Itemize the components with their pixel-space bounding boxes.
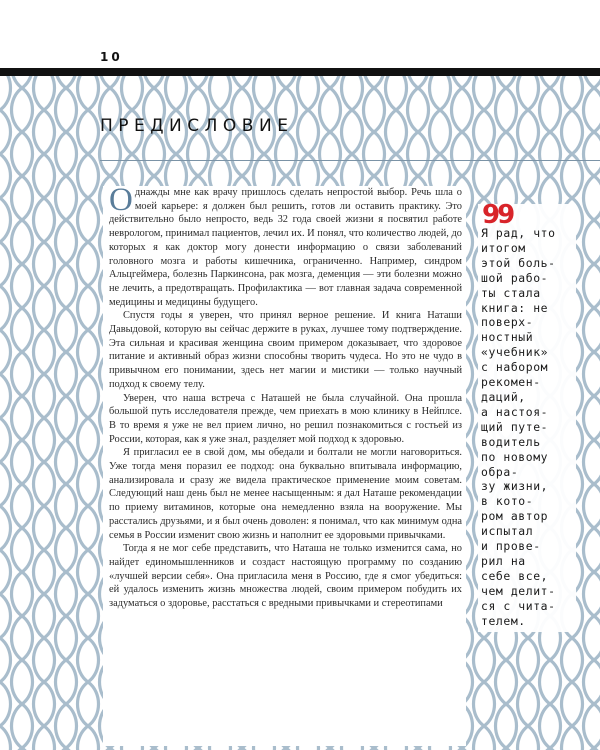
body-text xyxy=(103,182,466,746)
chapter-title: ПРЕДИСЛОВИЕ xyxy=(100,116,294,136)
pull-quote xyxy=(478,200,576,632)
drop-cap: О xyxy=(109,182,133,218)
page-header-area xyxy=(0,0,600,68)
paragraph: Тогда я не мог себе представить, что Наташа не только изменится сама, но найдет единомышленников и создаст настоящую программу по созданию «лучшей версии себя». Она пригласила меня в Россию, где я смог убедиться: ей удалось изменить жизнь множества людей, своим примером побудить их задуматься о здоровье, расстаться с вредными привычками и стереотипами xyxy=(109,543,462,610)
page-number: 10 xyxy=(100,50,123,64)
quote-mark-icon: 99 xyxy=(482,200,513,230)
paragraph: Спустя годы я уверен, что принял верное решение. И книга Наташи Давыдовой, которую вы сейчас держите в руках, лучшее тому подтверждение. Эта сильная и красивая женщина своим примером доказывает, что здоровое питание и активный образ жизни способны творить чудеса. Но это не чудо в привычном его понимании, здесь нет магии и мистики — только научный подход к своему телу. xyxy=(109,310,462,390)
paragraph: Я пригласил ее в свой дом, мы обедали и болтали не могли наговориться. Уже тогда меня поразил ее подход: она буквально впитывала информацию, анализировала и сразу же видела практическое применение моим советам. Следующий наш день был не менее насыщенным: я дал Наташе рекомендации по приему витаминов, которые она немедленно взяла на вооружение. Мы расстались друзьями, и я был очень доволен: я понимал, что как минимум одна семья в России изменит свою жизнь и наполнит ее здоровыми привычками. xyxy=(109,447,462,541)
top-rule xyxy=(0,68,600,76)
paragraph: Уверен, что наша встреча с Наташей не была случайной. Она прошла большой путь исследователя прежде, чем приехать в мою клинику в Нейплсе. В то время я уже не вел прием лично, но решил познакомиться с гостьей из России, которая, как я уже знал, разделяет мой подход к здоровью. xyxy=(109,392,462,445)
pull-quote-text: Я рад, что итогом этой боль- шой рабо- ты стала книга: не поверх- ностный «учебник» с набором рекомен- даций, а настоя- щий путе- водитель по новому обра- зу жизни, в кото- ром автор испытал и прове- рил на себе все, чем делит- ся с чита- телем. xyxy=(481,226,556,628)
paragraph: Однажды мне как врачу пришлось сделать непростой выбор. Речь шла о моей карьере: я должен был решить, готов ли оставить практику. Это действительно было непросто, ведь 32 года своей жизни я посвятил работе неврологом, принимал пациентов, лечил их. И понял, что количество людей, до которых я как доктор могу донести информацию о связи заболеваний головного мозга и работы кишечника, ограниченно. Например, синдром Альцгеймера, болезнь Паркинсона, рак мозга, деменция — эти болезни можно не лечить, а предотвращать. Профилактика — вот главная задача современной медицины и медицины будущего. xyxy=(109,182,462,308)
title-rule xyxy=(100,160,600,161)
